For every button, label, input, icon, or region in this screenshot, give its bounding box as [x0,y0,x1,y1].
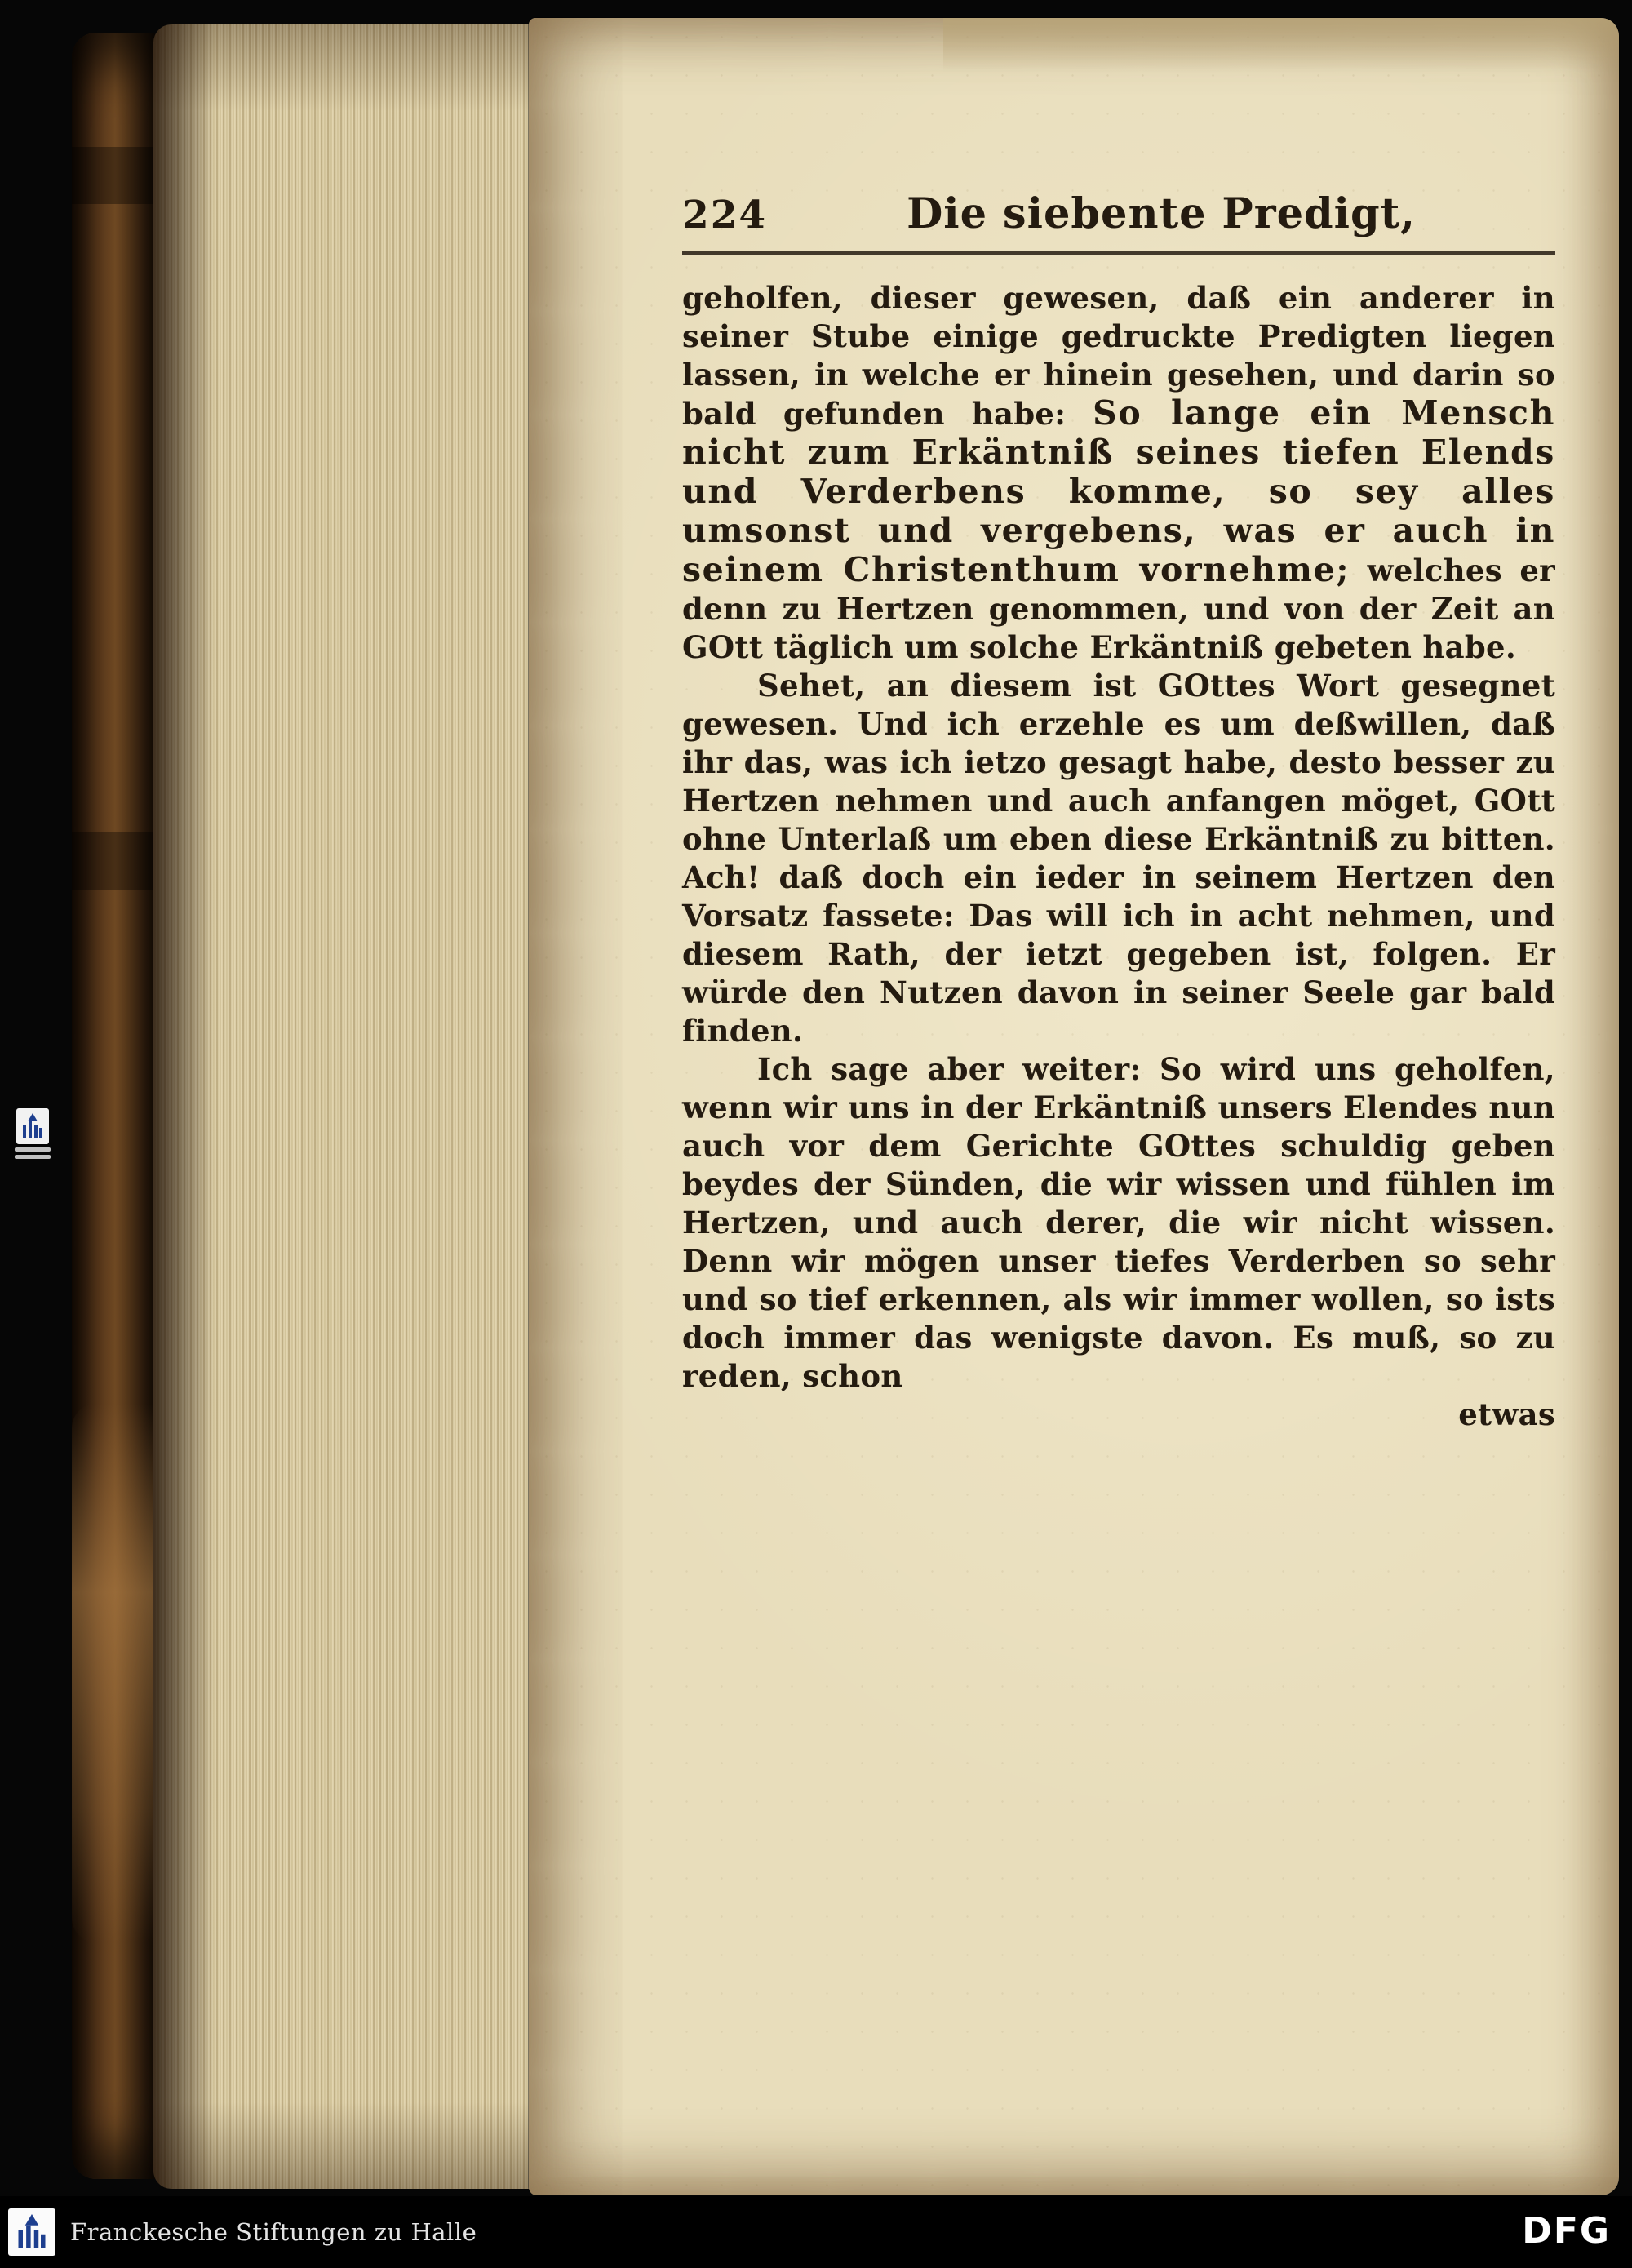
paragraph-1 [682,279,1555,667]
book-page [529,18,1619,2195]
page-edge-stack [153,24,539,2189]
paragraph-1-tail: welches er denn zu Hertzen genommen, und von der Zeit an GOtt täglich um solche Erkäntniß gebeten habe. [682,553,1555,665]
spine-band [72,832,155,890]
page-content [682,189,1555,1434]
watermark-caption-bar [15,1155,51,1159]
spine-wear-patch [72,1404,155,1942]
paragraph-1-lead: geholfen, dieser gewesen, daß ein anderer in seiner Stube einige gedruckte Predigten liegen lassen, in welche er hinein gesehen, und darin so bald gefunden habe: [682,280,1555,432]
running-title: Die siebente Predigt, [907,189,1417,238]
paragraph-3: Ich sage aber weiter: So wird uns geholfen, wenn wir uns in der Erkäntniß unsers Elendes nun auch vor dem Gerichte GOttes schuldig geben beydes der Sünden, die wir wissen und fühlen im Hertzen, und auch derer, die wir nicht wissen. Denn wir mögen unser tiefes Verderben so sehr und so tief erkennen, als wir immer wollen, so ists doch immer das wenigste davon. Es muß, so zu reden, schon [682,1051,1555,1394]
footer-bar [0,2196,1632,2268]
book-spine [72,33,155,2179]
institution-label: Franckesche Stiftungen zu Halle [70,2218,477,2246]
book-scan [72,18,1619,2195]
catchword: etwas [1458,1396,1555,1432]
page-number: 224 [682,193,768,237]
paragraph-2: Sehet, an diesem ist GOttes Wort gesegnet gewesen. Und ich erzehle es um deßwillen, daß ihr das, was ich ietzo gesagt habe, desto besser zu Hertzen nehmen und auch anfangen möget, GOtt ohne Unterlaß um eben diese Erkäntniß zu bitten. Ach! daß doch ein ieder in seinem Hertzen den Vorsatz fassete: Das will ich in acht nehmen, und diesem Rath, der ietzt gegeben ist, folgen. Er würde den Nutzen davon in seiner Seele gar bald finden. [682,668,1555,1049]
dfg-logo: DFG [1522,2210,1611,2252]
franckesche-stiftungen-emblem-icon [8,2208,55,2256]
stiftungen-watermark [10,1108,55,1159]
page-header [682,189,1555,238]
paragraph-1-emphasis: So lange ein Mensch nicht zum Erkäntniß seines tiefen Elends und Verderbens komme, so sey alles umsonst und vergebens, was er auch in seinem Christenthum vornehme; [682,393,1555,589]
franckesche-stiftungen-emblem-small-icon [16,1108,49,1144]
spine-band [72,147,155,204]
body-text [682,279,1555,1434]
header-rule [682,251,1555,255]
watermark-caption-bar [15,1147,51,1152]
